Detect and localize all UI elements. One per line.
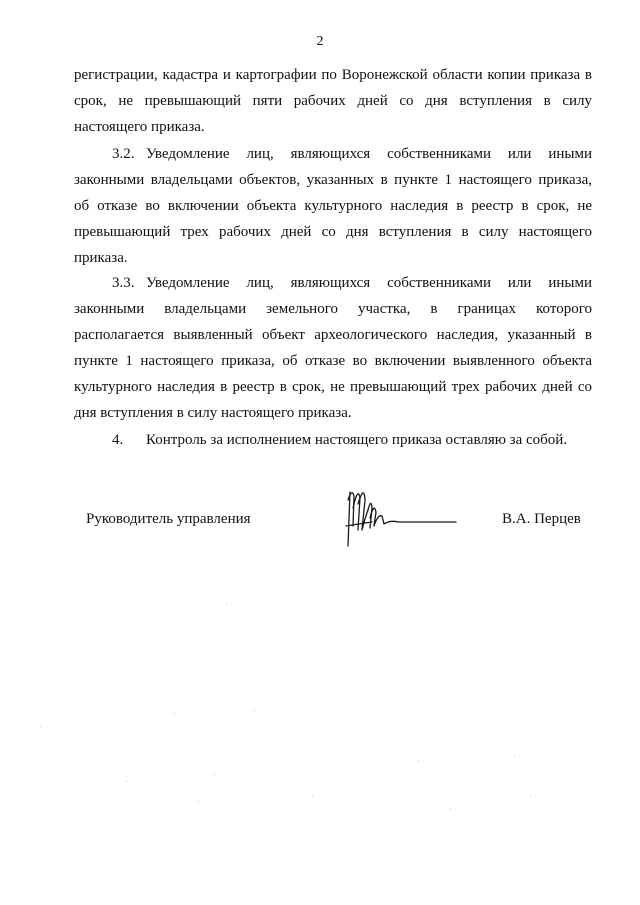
scan-speck [40, 726, 41, 727]
text-line: культурного наследия в реестр в срок, не превышающий трех рабочих дней со [74, 379, 592, 395]
text-line: приказа. [74, 250, 128, 266]
signer-position: Руководитель управления [86, 511, 251, 527]
handwritten-signature [338, 478, 458, 550]
text-line [74, 270, 592, 296]
item-number: 3.2. [112, 146, 135, 162]
scan-speck [198, 801, 199, 802]
scan-speck [514, 756, 515, 757]
text-line: регистрации, кадастра и картографии по Воронежской области копии приказа в [74, 67, 592, 83]
signer-name: В.А. Перцев [502, 511, 581, 527]
text-span: Уведомление лиц, являющихся собственниками или иными [146, 275, 592, 291]
paragraph-3-3 [74, 270, 592, 426]
scan-speck [126, 781, 127, 782]
scan-speck [254, 710, 255, 711]
scan-speck [312, 796, 313, 797]
text-line: настоящего приказа. [74, 119, 205, 135]
scan-speck [214, 774, 215, 775]
text-line: законными владельцами земельного участка, в границах которого [74, 301, 592, 317]
scan-speck [530, 796, 531, 797]
text-span: Уведомление лиц, являющихся собственниками или иными [146, 146, 592, 162]
text-line: располагается выявленный объект археологического наследия, указанный в [74, 327, 592, 343]
text-line: превышающий трех рабочих дней со дня вступления в силу настоящего [74, 224, 592, 240]
item-number: 4. [112, 432, 124, 448]
text-line: об отказе во включении объекта культурного наследия в реестр в срок, не [74, 198, 592, 214]
text-line: дня вступления в силу настоящего приказа. [74, 405, 352, 421]
text-line: законными владельцами объектов, указанных в пункте 1 настоящего приказа, [74, 172, 592, 188]
scan-speck [450, 808, 451, 809]
scan-speck [418, 760, 419, 761]
text-line [74, 141, 592, 167]
text-span: Контроль за исполнением настоящего приказа оставляю за собой. [146, 432, 568, 448]
scan-speck [226, 603, 227, 604]
item-number: 3.3. [112, 275, 135, 291]
paragraph-continuation [74, 62, 592, 140]
text-line: пункте 1 настоящего приказа, об отказе во включении выявленного объекта [74, 353, 592, 369]
paragraph-3-2 [74, 141, 592, 271]
text-line: срок, не превышающий пяти рабочих дней со дня вступления в силу [74, 93, 592, 109]
paragraph-4 [112, 427, 567, 453]
scan-speck [174, 713, 175, 714]
page-number: 2 [316, 34, 324, 49]
